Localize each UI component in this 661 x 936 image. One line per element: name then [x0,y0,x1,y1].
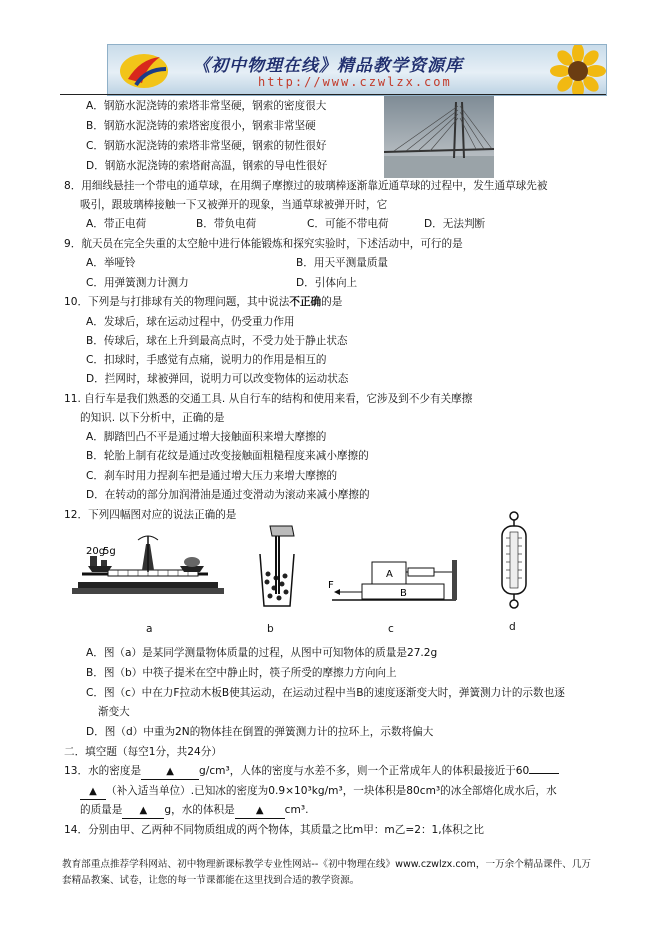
q8-stem-line2: 吸引，跟玻璃棒接触一下又被弹开的现象，当通草球被弹开时，它 [80,199,388,211]
q13-blank-3-marker: ▲ [139,805,148,816]
banner-url[interactable]: http://www.czwlzx.com [258,75,452,89]
q7-option-d: D．钢筋水泥浇铸的索塔耐高温，钢索的导电性很好 [86,160,328,172]
q9-option-a: A．举哑铃 [86,257,136,269]
q10-option-c: C．扣球时，手感觉有点痛，说明力的作用是相互的 [86,354,327,366]
q11-option-a: A．脚踏凹凸不平是通过增大接触面积来增大摩擦的 [86,431,327,443]
q8-option-b: B．带负电荷 [196,218,257,230]
q12-stem: 12．下列四幅图对应的说法正确的是 [64,509,237,521]
sunflower-icon [548,45,606,95]
q9-option-b: B．用天平测量质量 [296,257,389,269]
q10-stem [64,295,342,310]
q9-stem: 9．航天员在完全失重的太空舱中进行体能锻炼和探究实验时，下述活动中，可行的是 [64,238,463,250]
q8-option-a: A．带正电荷 [86,218,147,230]
q8-stem-line1: 8．用细线悬挂一个带电的通草球，在用绸子摩擦过的玻璃棒逐渐靠近通草球的过程中，发生通草球先被 [64,180,548,192]
q13-blank-3[interactable] [122,803,164,819]
figure-d-spring-scale [494,510,534,610]
q13-blank-4-marker: ▲ [255,805,264,816]
q11-stem-line1: 11. 自行车是我们熟悉的交通工具. 从自行车的结构和使用来看，它涉及到不少有关摩擦 [64,393,473,405]
block-a-label: A [386,569,393,580]
figure-c-friction-setup [328,540,460,610]
block-b-label: B [400,588,407,599]
q11-option-d: D．在转动的部分加润滑油是通过变滑动为滚动来减小摩擦的 [86,489,370,501]
q12-option-c-cont: 渐变大 [98,706,130,718]
q13-blank-2a[interactable] [529,773,559,774]
q12-option-c: C．图（c）中在力F拉动木板B使其运动，在运动过程中当B的速度逐渐变大时，弹簧测力计的示数也逐 [86,687,565,699]
q8-option-c: C．可能不带电荷 [307,218,389,230]
q11-option-b: B．轮胎上制有花纹是通过改变接触面粗糙程度来减小摩擦的 [86,450,369,462]
footer-line2: 套精品教案、试卷，让您的每一节课都能在这里找到合适的教学资源。 [62,875,360,886]
q13-text-6: cm³. [284,804,309,816]
q10-option-d: D．拦网时，球被弹回，说明力可以改变物体的运动状态 [86,373,349,385]
q13-blank-4[interactable] [235,803,285,819]
q13-line2 [80,784,557,800]
q13-text-1: 13．水的密度是 [64,765,142,777]
q10-stem-pre: 10．下列是与打排球有关的物理问题，其中说法 [64,296,290,308]
section-fill-in-title: 二．填空题（每空1分，共24分） [64,746,222,758]
q9-option-d: D．引体向上 [296,277,358,289]
q7-option-c: C．钢筋水泥浇铸的索塔非常坚硬，钢索的韧性很好 [86,140,327,152]
q13-blank-1[interactable] [141,764,199,780]
q11-stem-line2: 的知识. 以下分析中，正确的是 [80,412,225,424]
q13-line3 [80,803,308,819]
q14-stem: 14．分别由甲、乙两种不同物质组成的两个物体，其质量之比m甲：m乙=2：1,体积之比 [64,824,485,836]
q12-option-b: B．图（b）中筷子提米在空中静止时，筷子所受的摩擦力方向向上 [86,667,397,679]
header-rule [60,94,606,95]
header-banner [107,44,607,96]
q10-stem-post: 的是 [321,296,343,308]
q13-blank-1-marker: ▲ [166,766,174,777]
q13-text-4: 的质量是 [80,804,123,816]
q10-option-a: A．发球后，球在运动过程中，仍受重力作用 [86,316,295,328]
figure-label-c: c [388,623,394,635]
q7-option-a: A．钢筋水泥浇铸的索塔非常坚硬，钢索的密度很大 [86,100,327,112]
q13-text-5: g，水的体积是 [164,804,235,816]
figure-label-d: d [509,621,516,633]
q13-text-2: g/cm³，人体的密度与水差不多，则一个正常成年人的体积最接近于60 [199,765,530,777]
q13-text-3: （补入适当单位）.已知冰的密度为0.9×10³kg/m³，一块体积是80cm³的冰全部熔化成水后，水 [106,785,557,797]
figure-b-chopsticks [252,524,302,608]
q13-blank-2-marker: ▲ [89,786,97,797]
q13-blank-2b[interactable] [80,784,106,800]
site-logo-icon [116,49,172,91]
cable-stayed-bridge-photo [384,96,494,178]
force-f-label: F [328,580,334,591]
q12-option-d: D．图（d）中重为2N的物体挂在倒置的弹簧测力计的拉环上，示数将偏大 [86,726,434,738]
banner-title: 《初中物理在线》精品教学资源库 [193,56,463,76]
q9-option-c: C．用弹簧测力计测力 [86,277,189,289]
footer-line1: 教育部重点推荐学科网站、初中物理新课标教学专业性网站--《初中物理在线》www.czwlzx.com，一万余个精品课件、几万 [62,859,592,870]
figure-a-balance [68,530,228,610]
q13-line1 [64,764,559,780]
q10-option-b: B．传球后，球在上升到最高点时，不受力处于静止状态 [86,335,348,347]
q12-option-a: A．图（a）是某同学测量物体质量的过程，从图中可知物体的质量是27.2g [86,647,438,659]
q8-option-d: D．无法判断 [424,218,486,230]
q7-option-b: B．钢筋水泥浇铸的索塔密度很小，钢索非常坚硬 [86,120,316,132]
figure-label-a: a [146,623,153,635]
weight-label-20g: 20g [86,546,106,557]
q11-option-c: C．刹车时用力捏刹车把是通过增大压力来增大摩擦的 [86,470,338,482]
figure-label-b: b [267,623,274,635]
q10-stem-emphasis: 不正确 [289,296,322,308]
weight-label-5g: 5g [103,546,116,557]
